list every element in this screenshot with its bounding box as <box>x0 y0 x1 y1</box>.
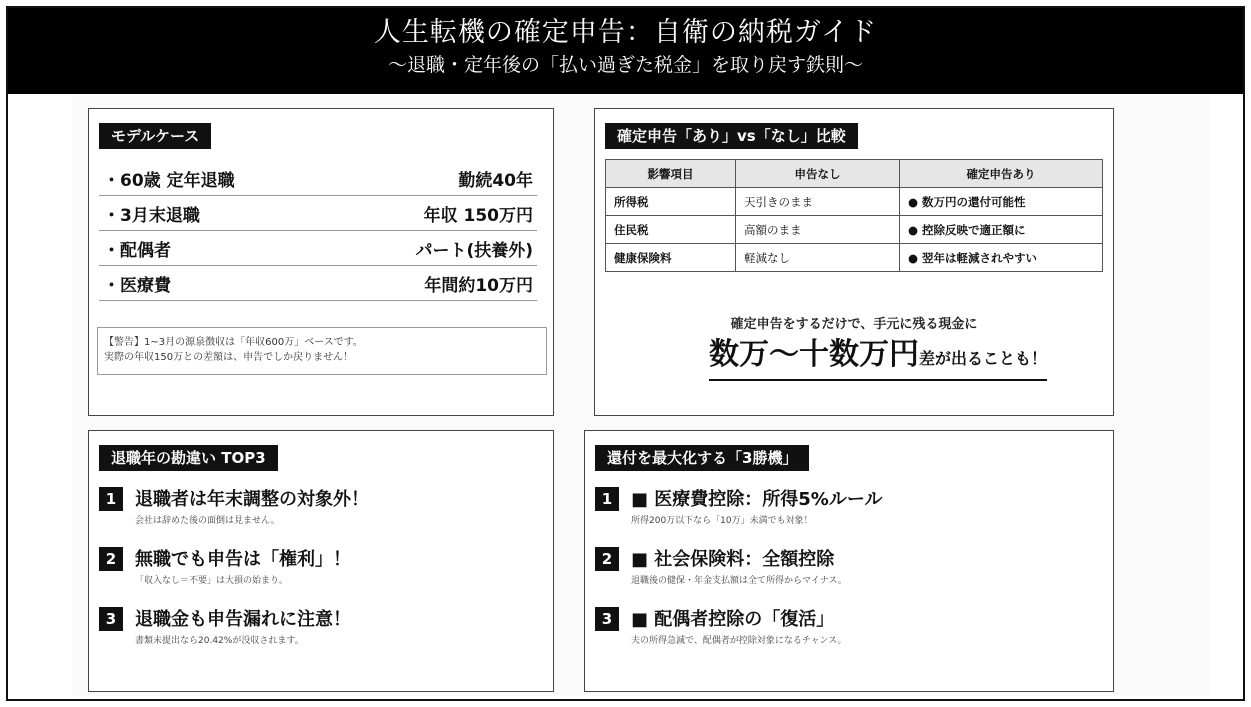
list-item <box>595 481 1095 541</box>
table-row <box>606 188 1103 216</box>
column-header: 確定申告あり <box>900 160 1103 188</box>
model-case-row <box>99 161 537 196</box>
refund-list <box>595 481 1095 661</box>
list-item <box>99 481 599 541</box>
item-title: 退職者は年末調整の対象外！ <box>135 489 369 510</box>
comparison-panel <box>594 108 1114 416</box>
number-badge: 2 <box>99 547 123 571</box>
item-title: ■ 医療費控除：所得5%ルール <box>631 489 883 510</box>
model-case-panel <box>88 108 554 416</box>
item-title: ■ 配偶者控除の「復活」 <box>631 609 835 630</box>
refund-tag: 還付を最大化する「3勝機」 <box>595 445 809 471</box>
item-subtext: 会社は辞めた後の面倒は見ません。 <box>135 516 280 526</box>
model-case-value: 勤続40年 <box>458 170 533 191</box>
comparison-note: 確定申告をするだけで、手元に残る現金に <box>730 317 978 332</box>
table-cell: ● 翌年は軽減されやすい <box>900 244 1103 272</box>
model-case-tag: モデルケース <box>99 123 211 149</box>
model-case-row <box>99 231 537 266</box>
page-subtitle: ～退職・定年後の「払い過ぎた税金」を取り戻す鉄則～ <box>387 54 863 76</box>
model-case-value: 年間約10万円 <box>424 275 533 296</box>
model-case-value: 年収 150万円 <box>423 205 533 226</box>
table-header-row <box>606 160 1103 188</box>
model-case-label: ・医療費 <box>103 275 171 296</box>
table-row <box>606 216 1103 244</box>
warning-box <box>97 327 547 375</box>
mistakes-panel <box>88 430 554 692</box>
list-item <box>99 541 599 601</box>
table-cell: 健康保険料 <box>606 244 736 272</box>
number-badge: 2 <box>595 547 619 571</box>
number-badge: 3 <box>595 607 619 631</box>
table-cell: 住民税 <box>606 216 736 244</box>
model-case-value: パート(扶養外) <box>415 240 533 261</box>
table-cell: 高額のまま <box>736 216 900 244</box>
table-row <box>606 244 1103 272</box>
number-badge: 1 <box>99 487 123 511</box>
table-cell: 軽減なし <box>736 244 900 272</box>
item-subtext: 夫の所得急減で、配偶者が控除対象になるチャンス。 <box>631 636 847 646</box>
mistakes-list <box>99 481 599 661</box>
mistakes-tag: 退職年の勘違い TOP3 <box>99 445 278 471</box>
item-title: ■ 社会保険料：全額控除 <box>631 549 835 570</box>
list-item <box>99 601 599 661</box>
warning-line: 【警告】1~3月の源泉徴収は「年収600万」ベースです。 <box>104 337 363 348</box>
list-item <box>595 601 1095 661</box>
item-title: 退職金も申告漏れに注意！ <box>135 609 351 630</box>
headline-suffix: 差が出ることも！ <box>919 349 1048 368</box>
refund-panel <box>584 430 1114 692</box>
table-cell: 所得税 <box>606 188 736 216</box>
model-case-list <box>99 161 537 301</box>
column-header: 申告なし <box>736 160 900 188</box>
model-case-label: ・3月末退職 <box>103 205 200 226</box>
comparison-headline <box>709 335 1047 381</box>
model-case-label: ・60歳 定年退職 <box>103 170 235 191</box>
list-item <box>595 541 1095 601</box>
column-header: 影響項目 <box>606 160 736 188</box>
model-case-label: ・配偶者 <box>103 240 171 261</box>
item-subtext: 退職後の健保・年金支払額は全て所得からマイナス。 <box>631 576 847 586</box>
headline-amount: 数万～十数万円 <box>709 337 919 372</box>
table-cell: ● 控除反映で適正額に <box>900 216 1103 244</box>
item-title: 無職でも申告は「権利」！ <box>135 549 351 570</box>
table-cell: 天引きのまま <box>736 188 900 216</box>
page-title: 人生転機の確定申告：自衛の納税ガイド <box>373 17 878 48</box>
number-badge: 3 <box>99 607 123 631</box>
page-frame <box>6 6 1245 701</box>
model-case-row <box>99 196 537 231</box>
model-case-row <box>99 266 537 301</box>
table-cell: ● 数万円の還付可能性 <box>900 188 1103 216</box>
content-area <box>72 96 1210 696</box>
header-banner <box>8 8 1243 94</box>
item-subtext: 所得200万以下なら「10万」未満でも対象！ <box>631 516 813 526</box>
comparison-tag: 確定申告「あり」vs「なし」比較 <box>605 123 858 149</box>
number-badge: 1 <box>595 487 619 511</box>
item-subtext: 「収入なし＝不要」は大損の始まり。 <box>135 576 289 586</box>
comparison-table <box>605 159 1103 272</box>
warning-line: 実際の年収150万との差額は、申告でしか戻りません！ <box>104 352 354 363</box>
item-subtext: 書類未提出なら20.42%が没収されます。 <box>135 636 304 646</box>
